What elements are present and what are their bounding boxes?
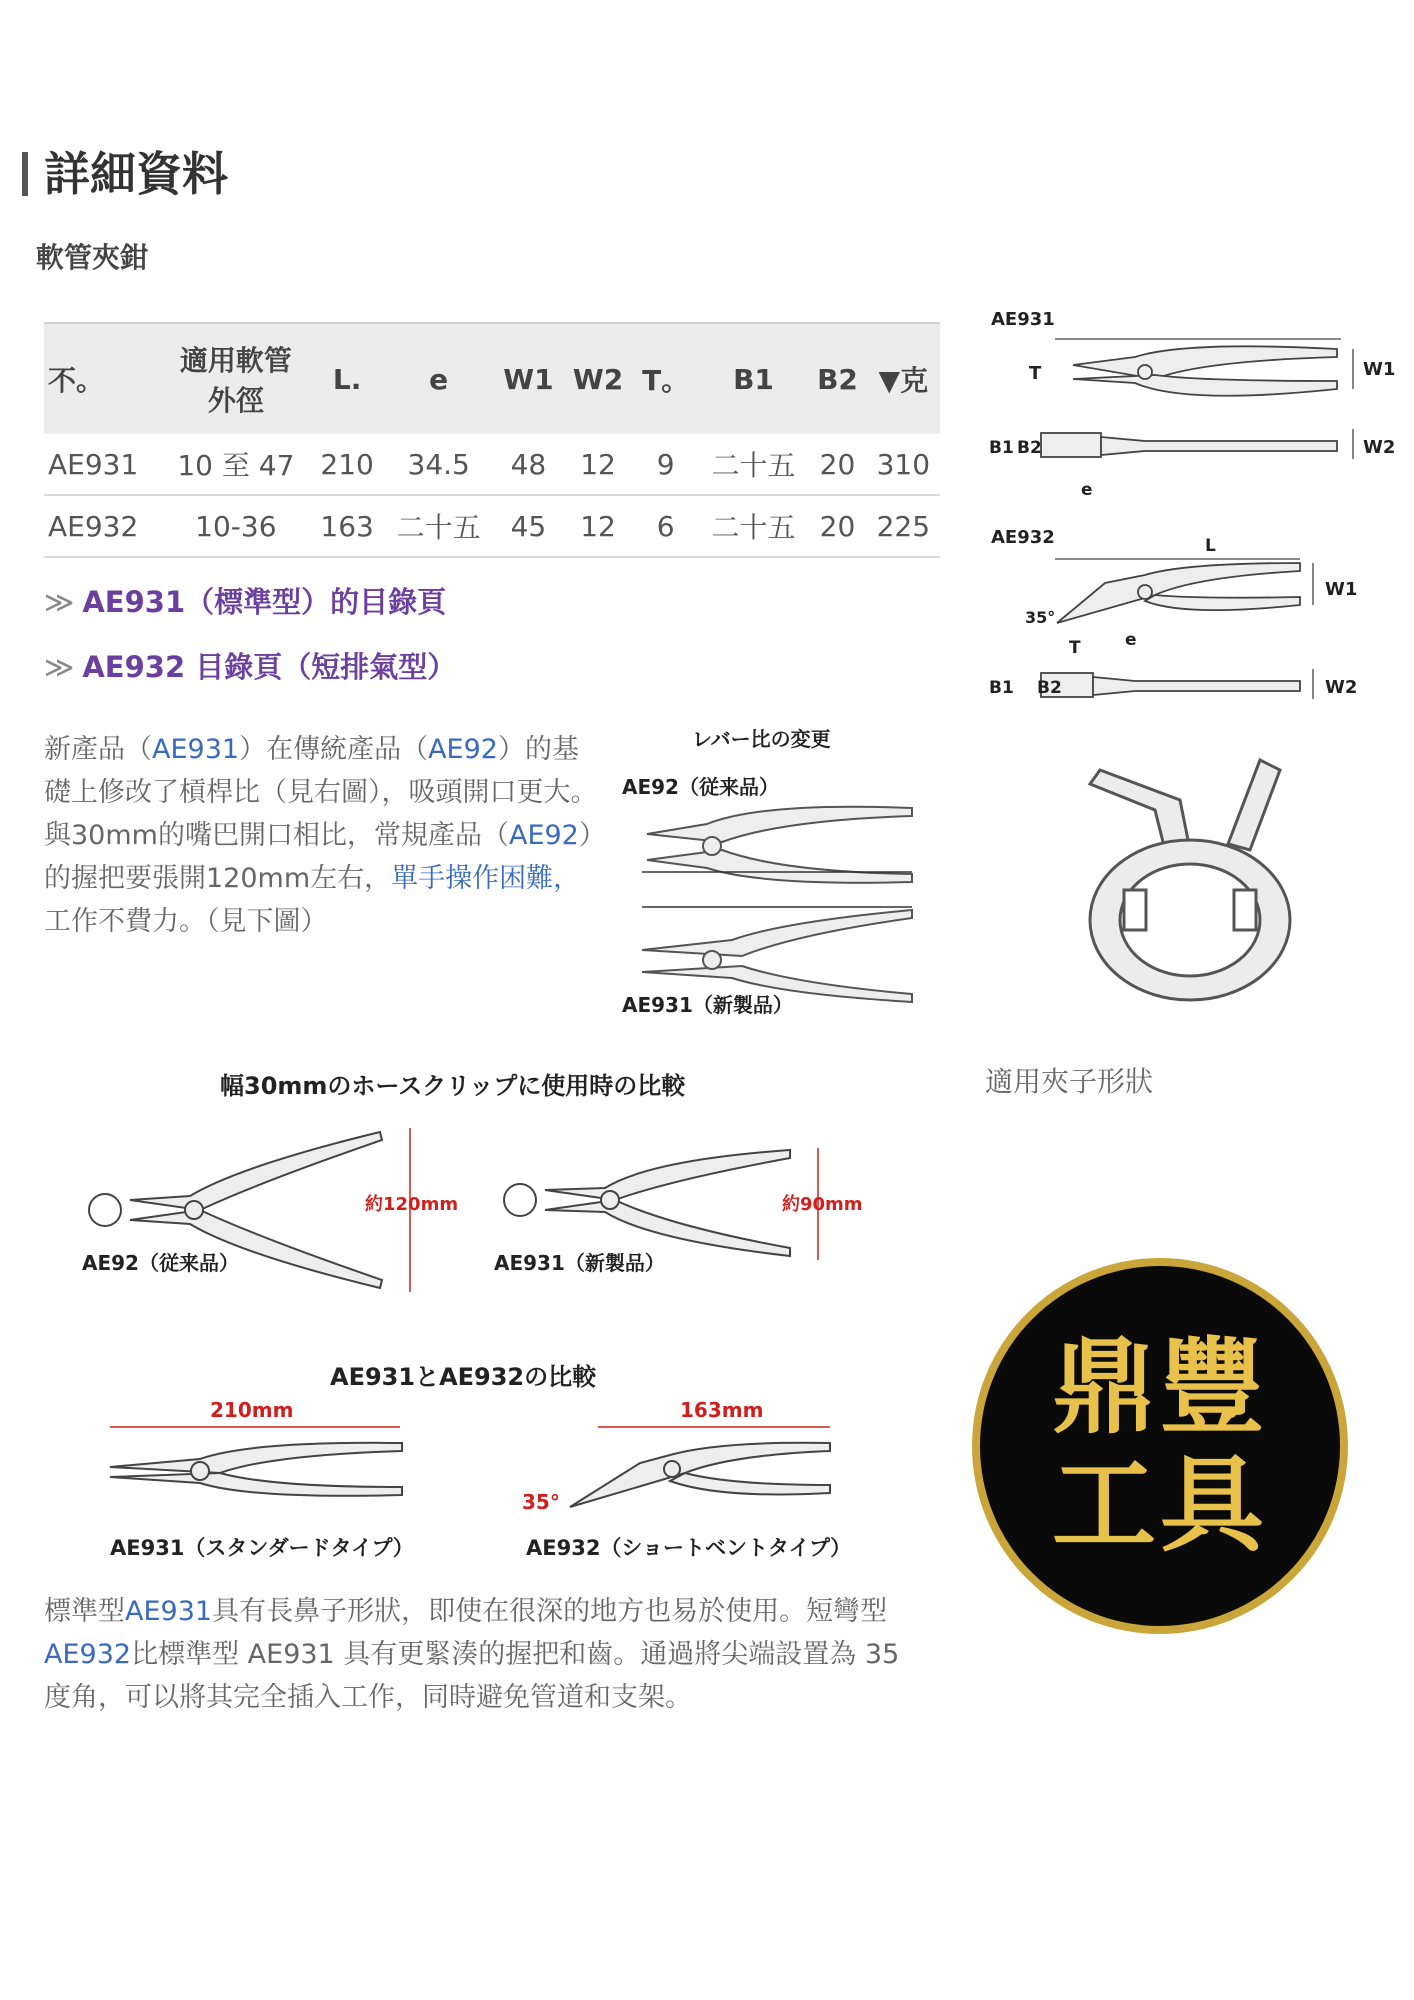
ae931-top-view xyxy=(1073,346,1337,395)
description-lever: 新產品（AE931）在傳統產品（AE92）的基礎上修改了槓桿比（見右圖），吸頭開口更大。 與30mm的嘴巴開口相比，常規產品（AE92）的握把要張開120mm左右，單手操作困難，工作不費力。（見下圖） xyxy=(44,734,598,937)
svg-text:W2: W2 xyxy=(1363,437,1396,458)
spec-cell: 二十五 xyxy=(699,434,809,495)
spec-cell: 10 至 47 xyxy=(161,434,310,495)
spec-header-cell: T。 xyxy=(633,323,699,434)
clip-tab-left xyxy=(1090,770,1190,850)
logo-text: 鼎豐 工具 xyxy=(1051,1326,1268,1566)
spec-cell: 20 xyxy=(808,495,866,557)
spec-cell: 225 xyxy=(867,495,940,557)
spec-cell: 210 xyxy=(310,434,383,495)
ae931-open-plier xyxy=(504,1150,790,1256)
ae931-side-view xyxy=(1041,433,1337,457)
title-bar xyxy=(22,152,28,196)
double-chevron-icon: ≫ xyxy=(44,650,75,684)
compare30-title: 幅30mmのホースクリップに使用時の比較 xyxy=(220,1072,686,1100)
svg-text:T: T xyxy=(1069,638,1081,658)
ae931-plier-drawing xyxy=(642,910,912,1002)
spec-header-cell: B1 xyxy=(699,323,809,434)
hose-clip-drawing xyxy=(1060,740,1320,1020)
spec-cell: 12 xyxy=(563,495,633,557)
svg-text:T: T xyxy=(1029,363,1042,384)
dimension-diagram xyxy=(985,305,1405,705)
length-932-label: 163mm xyxy=(680,1398,764,1422)
ae931-straight-plier xyxy=(110,1443,402,1496)
spec-cell: AE931 xyxy=(44,434,161,495)
svg-text:e: e xyxy=(1081,480,1093,500)
spec-row xyxy=(44,495,940,557)
spec-cell: AE932 xyxy=(44,495,161,557)
lever-ratio-figure xyxy=(612,722,942,1022)
spec-table xyxy=(44,322,940,558)
angle-35-label: 35° xyxy=(522,1490,560,1514)
product-subtitle: 軟管夾鉗 xyxy=(36,241,149,274)
svg-text:W2: W2 xyxy=(1325,677,1358,698)
length-931-label: 210mm xyxy=(210,1398,294,1422)
page-title: 詳細資料 xyxy=(22,138,228,204)
spec-cell: 二十五 xyxy=(699,495,809,557)
spec-cell: 二十五 xyxy=(384,495,494,557)
compare-30mm-figure xyxy=(70,1070,930,1310)
ae932-top-view xyxy=(1057,563,1300,623)
spec-cell: 48 xyxy=(494,434,564,495)
logo-disc xyxy=(980,1266,1340,1626)
description-types: 標準型AE931具有長鼻子形狀，即使在很深的地方也易於使用。短彎型AE932比標準型 AE931 具有更緊湊的握把和齒。通過將尖端設置為 35 度角，可以將其完全插入工作，同時避免管道和支架。 xyxy=(44,1596,900,1713)
label-932: AE932（ショートベントタイプ） xyxy=(526,1536,852,1560)
dim-ae931-label: AE931 xyxy=(991,309,1055,330)
clip-caption: 適用夾子形狀 xyxy=(985,1065,1154,1098)
compare30-new-label: AE931（新製品） xyxy=(494,1251,665,1275)
spec-cell: 34.5 xyxy=(384,434,494,495)
spec-header-cell: L. xyxy=(310,323,383,434)
spec-cell: 45 xyxy=(494,495,564,557)
ae932-side-view xyxy=(1041,673,1300,697)
spec-cell: 310 xyxy=(867,434,940,495)
lever-fig-new-label: AE931（新製品） xyxy=(622,993,793,1017)
svg-text:B2: B2 xyxy=(1037,678,1062,698)
spec-header-cell: B2 xyxy=(808,323,866,434)
svg-text:35°: 35° xyxy=(1025,608,1056,627)
spec-header-cell: W1 xyxy=(494,323,564,434)
double-chevron-icon: ≫ xyxy=(44,585,75,619)
svg-text:W1: W1 xyxy=(1363,359,1396,380)
svg-text:B1: B1 xyxy=(989,678,1014,698)
compare-types-figure xyxy=(90,1355,850,1565)
clip-tab-right xyxy=(1228,760,1280,850)
svg-text:W1: W1 xyxy=(1325,579,1358,600)
lever-fig-old-label: AE92（従来品） xyxy=(622,775,779,799)
spec-header-cell: ▼克 xyxy=(867,323,940,434)
spec-cell: 6 xyxy=(633,495,699,557)
spec-header-cell: 不。 xyxy=(44,323,161,434)
svg-text:B2: B2 xyxy=(1017,438,1042,458)
brand-logo xyxy=(972,1258,1348,1634)
compare30-old-label: AE92（従来品） xyxy=(82,1251,239,1275)
catalog-link-ae932[interactable]: ≫ AE932 目錄頁（短排氣型） xyxy=(44,650,457,684)
label-931: AE931（スタンダードタイプ） xyxy=(110,1536,414,1560)
dim-ae932-label: AE932 xyxy=(991,527,1055,548)
catalog-link-ae931[interactable]: ≫ AE931（標準型）的目錄頁 xyxy=(44,585,447,619)
spec-cell: 20 xyxy=(808,434,866,495)
ae931-span-label: 約90mm xyxy=(782,1194,863,1215)
spec-row xyxy=(44,434,940,495)
ae92-span-label: 約120mm xyxy=(365,1194,459,1215)
svg-text:L: L xyxy=(1205,536,1216,556)
lever-fig-title: レバー比の変更 xyxy=(692,727,831,751)
spec-cell: 163 xyxy=(310,495,383,557)
compare-types-title: AE931とAE932の比較 xyxy=(330,1363,597,1391)
spec-cell: 12 xyxy=(563,434,633,495)
spec-cell: 10-36 xyxy=(161,495,310,557)
svg-text:B1: B1 xyxy=(989,438,1014,458)
spec-header-cell: e xyxy=(384,323,494,434)
spec-cell: 9 xyxy=(633,434,699,495)
ae932-bent-plier xyxy=(570,1443,830,1507)
spec-header-cell: W2 xyxy=(563,323,633,434)
svg-text:e: e xyxy=(1125,630,1137,650)
spec-header-cell: 適用軟管 外徑 xyxy=(161,323,310,434)
